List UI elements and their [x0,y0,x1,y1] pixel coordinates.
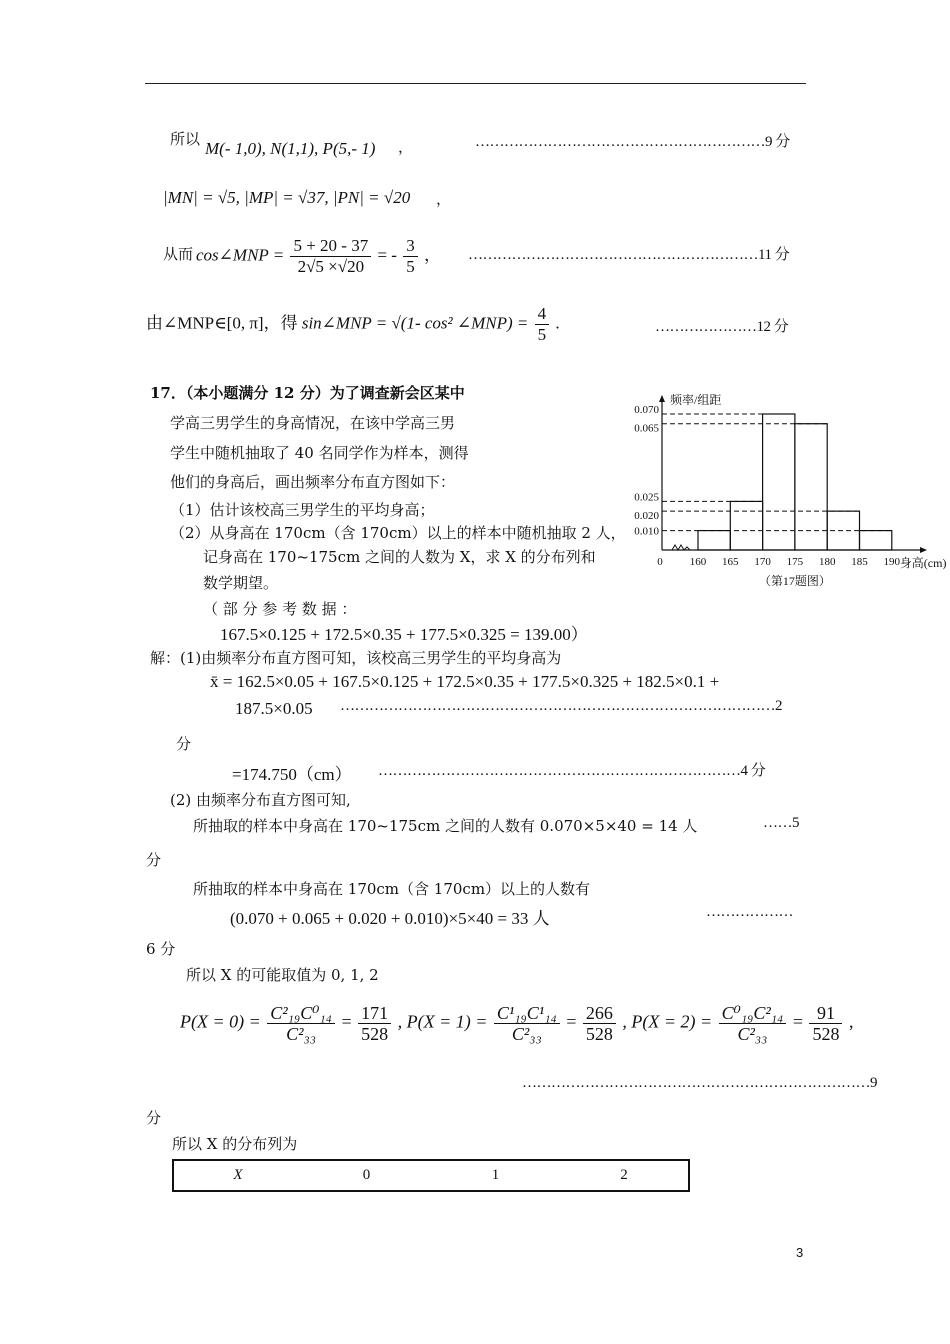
line-3-tail: ， [423,245,441,265]
y-tick-label-0.025: 0.025 [634,491,659,504]
solution-score-2: ………………………………………………………………………………2 [340,698,782,714]
problem-q2-cont: 记身高在 170~175cm 之间的人数为 X，求 X 的分布列和 [203,548,596,566]
solution-mean-result: =174.750（cm） [232,765,352,784]
chart-caption: （第17题图） [758,574,831,588]
x-tick-label-175: 175 [786,556,804,568]
y-axis-label: 频率/组距 [670,393,722,407]
line-3-prefix: 从而 [163,245,194,263]
solution-count-170-175: 所抽取的样本中身高在 170~175cm 之间的人数有 0.070×5×40 = 14 人 [193,817,698,835]
problem-line-1: 17．（本小题满分 12 分）为了调查新会区某中 [150,384,465,402]
table-row [173,1160,689,1191]
x-tick-label-190: 190 [883,556,901,568]
line-1-math: M(- 1,0), N(1,1), P(5,- 1) [205,139,376,158]
solution-possible-values: 所以 X 的可能取值为 0, 1, 2 [186,966,379,984]
solution-score-9-unit: 分 [146,1109,162,1127]
line-2-math: |MN| = √5, |MP| = √37, |PN| = √20 [163,188,411,207]
prob-0-value [358,1003,391,1044]
header-rule [145,83,806,84]
prob-2-value [809,1003,842,1044]
table-header-0: 0 [362,1167,371,1183]
prob-1-eq: = [566,1011,577,1032]
prob-2-frac [719,1003,787,1044]
line-3-score: ……………………………………………………11 分 [468,247,790,263]
line-3-den2: 5 [406,257,415,276]
prob-0-value-den: 528 [361,1024,389,1044]
histogram-bar-160 [698,531,730,550]
x-tick-label-180: 180 [818,556,836,568]
table-header-1: 1 [491,1167,500,1183]
problem-line-4: 他们的身高后，画出频率分布直方图如下： [170,473,456,491]
reference-label: （ 部 分 参 考 数 据 ： [203,600,357,618]
prob-2-eq: = [792,1011,803,1032]
prob-1-frac [494,1003,560,1044]
line-4-frac [535,304,550,345]
x-tick-label-165: 165 [722,556,739,568]
line-3-cos: cos∠MNP = [196,245,285,265]
prob-2-value-den: 528 [812,1024,840,1044]
solution-distribution-label: 所以 X 的分布列为 [172,1135,298,1153]
solution-score-5-unit: 分 [146,851,162,869]
prob-2-den: C²₃₃ [737,1024,768,1044]
prob-1-label: , P(X = 1) = [397,1011,488,1032]
solution-probabilities [180,1003,853,1044]
solution-score-2-unit: 分 [176,735,192,753]
prob-1-den: C²₃₃ [511,1024,542,1044]
solution-score-5: ……5 [763,815,799,831]
solution-score-4: …………………………………………………………………4 分 [378,763,766,779]
histogram-bar-185 [860,531,892,550]
line-3-den: 2√5 ×√20 [297,257,365,276]
prob-0-eq: = [341,1011,352,1032]
prob-tail: , [848,1011,854,1032]
page-number: 3 [796,1245,804,1260]
problem-q2: （2）从身高在 170cm（含 170cm）以上的样本中随机抽取 2 人， [170,524,626,542]
prob-1-num: C¹₁₉C¹₁₄ [494,1003,560,1024]
y-tick-label-0.010: 0.010 [634,525,659,538]
solution-line-1: 解：(1)由频率分布直方图可知，该校高三男学生的平均身高为 [150,649,562,667]
x-axis-label: 身高(cm) [899,556,947,570]
histogram-chart [620,388,947,600]
line-4-math: sin∠MNP = √(1- cos² ∠MNP) = [301,313,529,333]
y-tick-label-0.020: 0.020 [634,510,659,523]
prob-1-value [583,1003,616,1044]
histogram-bar-170 [763,414,795,550]
prob-2-label: , P(X = 2) = [622,1011,713,1032]
table-header-x: X [233,1167,243,1183]
distribution-table [172,1159,690,1192]
y-tick-label-0.070: 0.070 [634,404,659,416]
solution-mean-formula-cont: 187.5×0.05 [235,699,313,718]
line-3-frac2 [403,236,418,277]
prob-0-frac [267,1003,335,1044]
solution-score-6-unit: 6 分 [146,940,176,958]
x-tick-label-170: 170 [754,556,771,568]
line-4-expr [146,304,560,345]
problem-q1: （1）估计该校高三男学生的平均身高； [170,501,435,519]
line-3-frac [290,236,371,277]
x-tick-label-160: 160 [689,556,707,568]
line-4-score: …………………12 分 [655,319,789,335]
solution-count-formula: (0.070 + 0.065 + 0.020 + 0.010)×5×40 = 33 人 [230,909,550,928]
prob-2-num: C⁰₁₉C²₁₄ [719,1003,787,1024]
y-tick-label-0.065: 0.065 [634,422,659,435]
line-1-tail: ， [398,138,414,156]
line-1-prefix: 所以 [170,130,201,148]
solution-score-9: ………………………………………………………………9 [522,1075,877,1091]
x-axis-arrow [920,547,927,553]
line-3-num2: 3 [403,236,418,257]
line-3-eq: = - [377,245,397,265]
problem-q2-end: 数学期望。 [203,574,279,592]
line-3-expr [196,236,441,277]
solution-mean-formula: x̄ = 162.5×0.05 + 167.5×0.125 + 172.5×0.35 + 177.5×0.325 + 182.5×0.1 + [210,672,720,691]
prob-1-value-num: 266 [583,1003,616,1024]
line-1-score: ……………………………………………………9 分 [475,134,790,150]
origin-label: 0 [657,556,663,568]
line-1 [170,128,200,149]
prob-0-den: C²₃₃ [286,1024,317,1044]
prob-0-label: P(X = 0) = [180,1011,261,1032]
line-2-tail: ， [436,190,452,208]
reference-data: 167.5×0.125 + 172.5×0.35 + 177.5×0.325 = 139.00） [220,625,588,644]
problem-line-2: 学高三男学生的身高情况，在该中学高三男 [170,414,456,432]
solution-score-6: ……………… [706,904,793,920]
prob-0-num: C²₁₉C⁰₁₄ [267,1003,335,1024]
line-4-prefix: 由∠MNP∈[0, π]，得 [146,313,298,333]
prob-1-value-den: 528 [585,1024,613,1044]
y-axis-arrow [659,395,665,402]
prob-0-value-num: 171 [358,1003,391,1024]
problem-title [150,382,465,403]
prob-2-value-num: 91 [809,1003,842,1024]
histogram-bar-165 [730,501,762,550]
line-4-tail: . [555,313,560,333]
line-4-den: 5 [537,325,547,344]
solution-part2: (2) 由频率分布直方图可知, [170,791,351,809]
solution-count-above-170: 所抽取的样本中身高在 170cm（含 170cm）以上的人数有 [193,880,591,898]
table-header-2: 2 [620,1167,628,1183]
line-3-num: 5 + 20 - 37 [290,236,371,257]
x-tick-label-185: 185 [851,556,868,568]
problem-line-3: 学生中随机抽取了 40 名同学作为样本，测得 [170,444,469,462]
chart-layer [634,392,946,588]
axis-break-icon [672,545,690,550]
line-4-num: 4 [535,304,550,325]
